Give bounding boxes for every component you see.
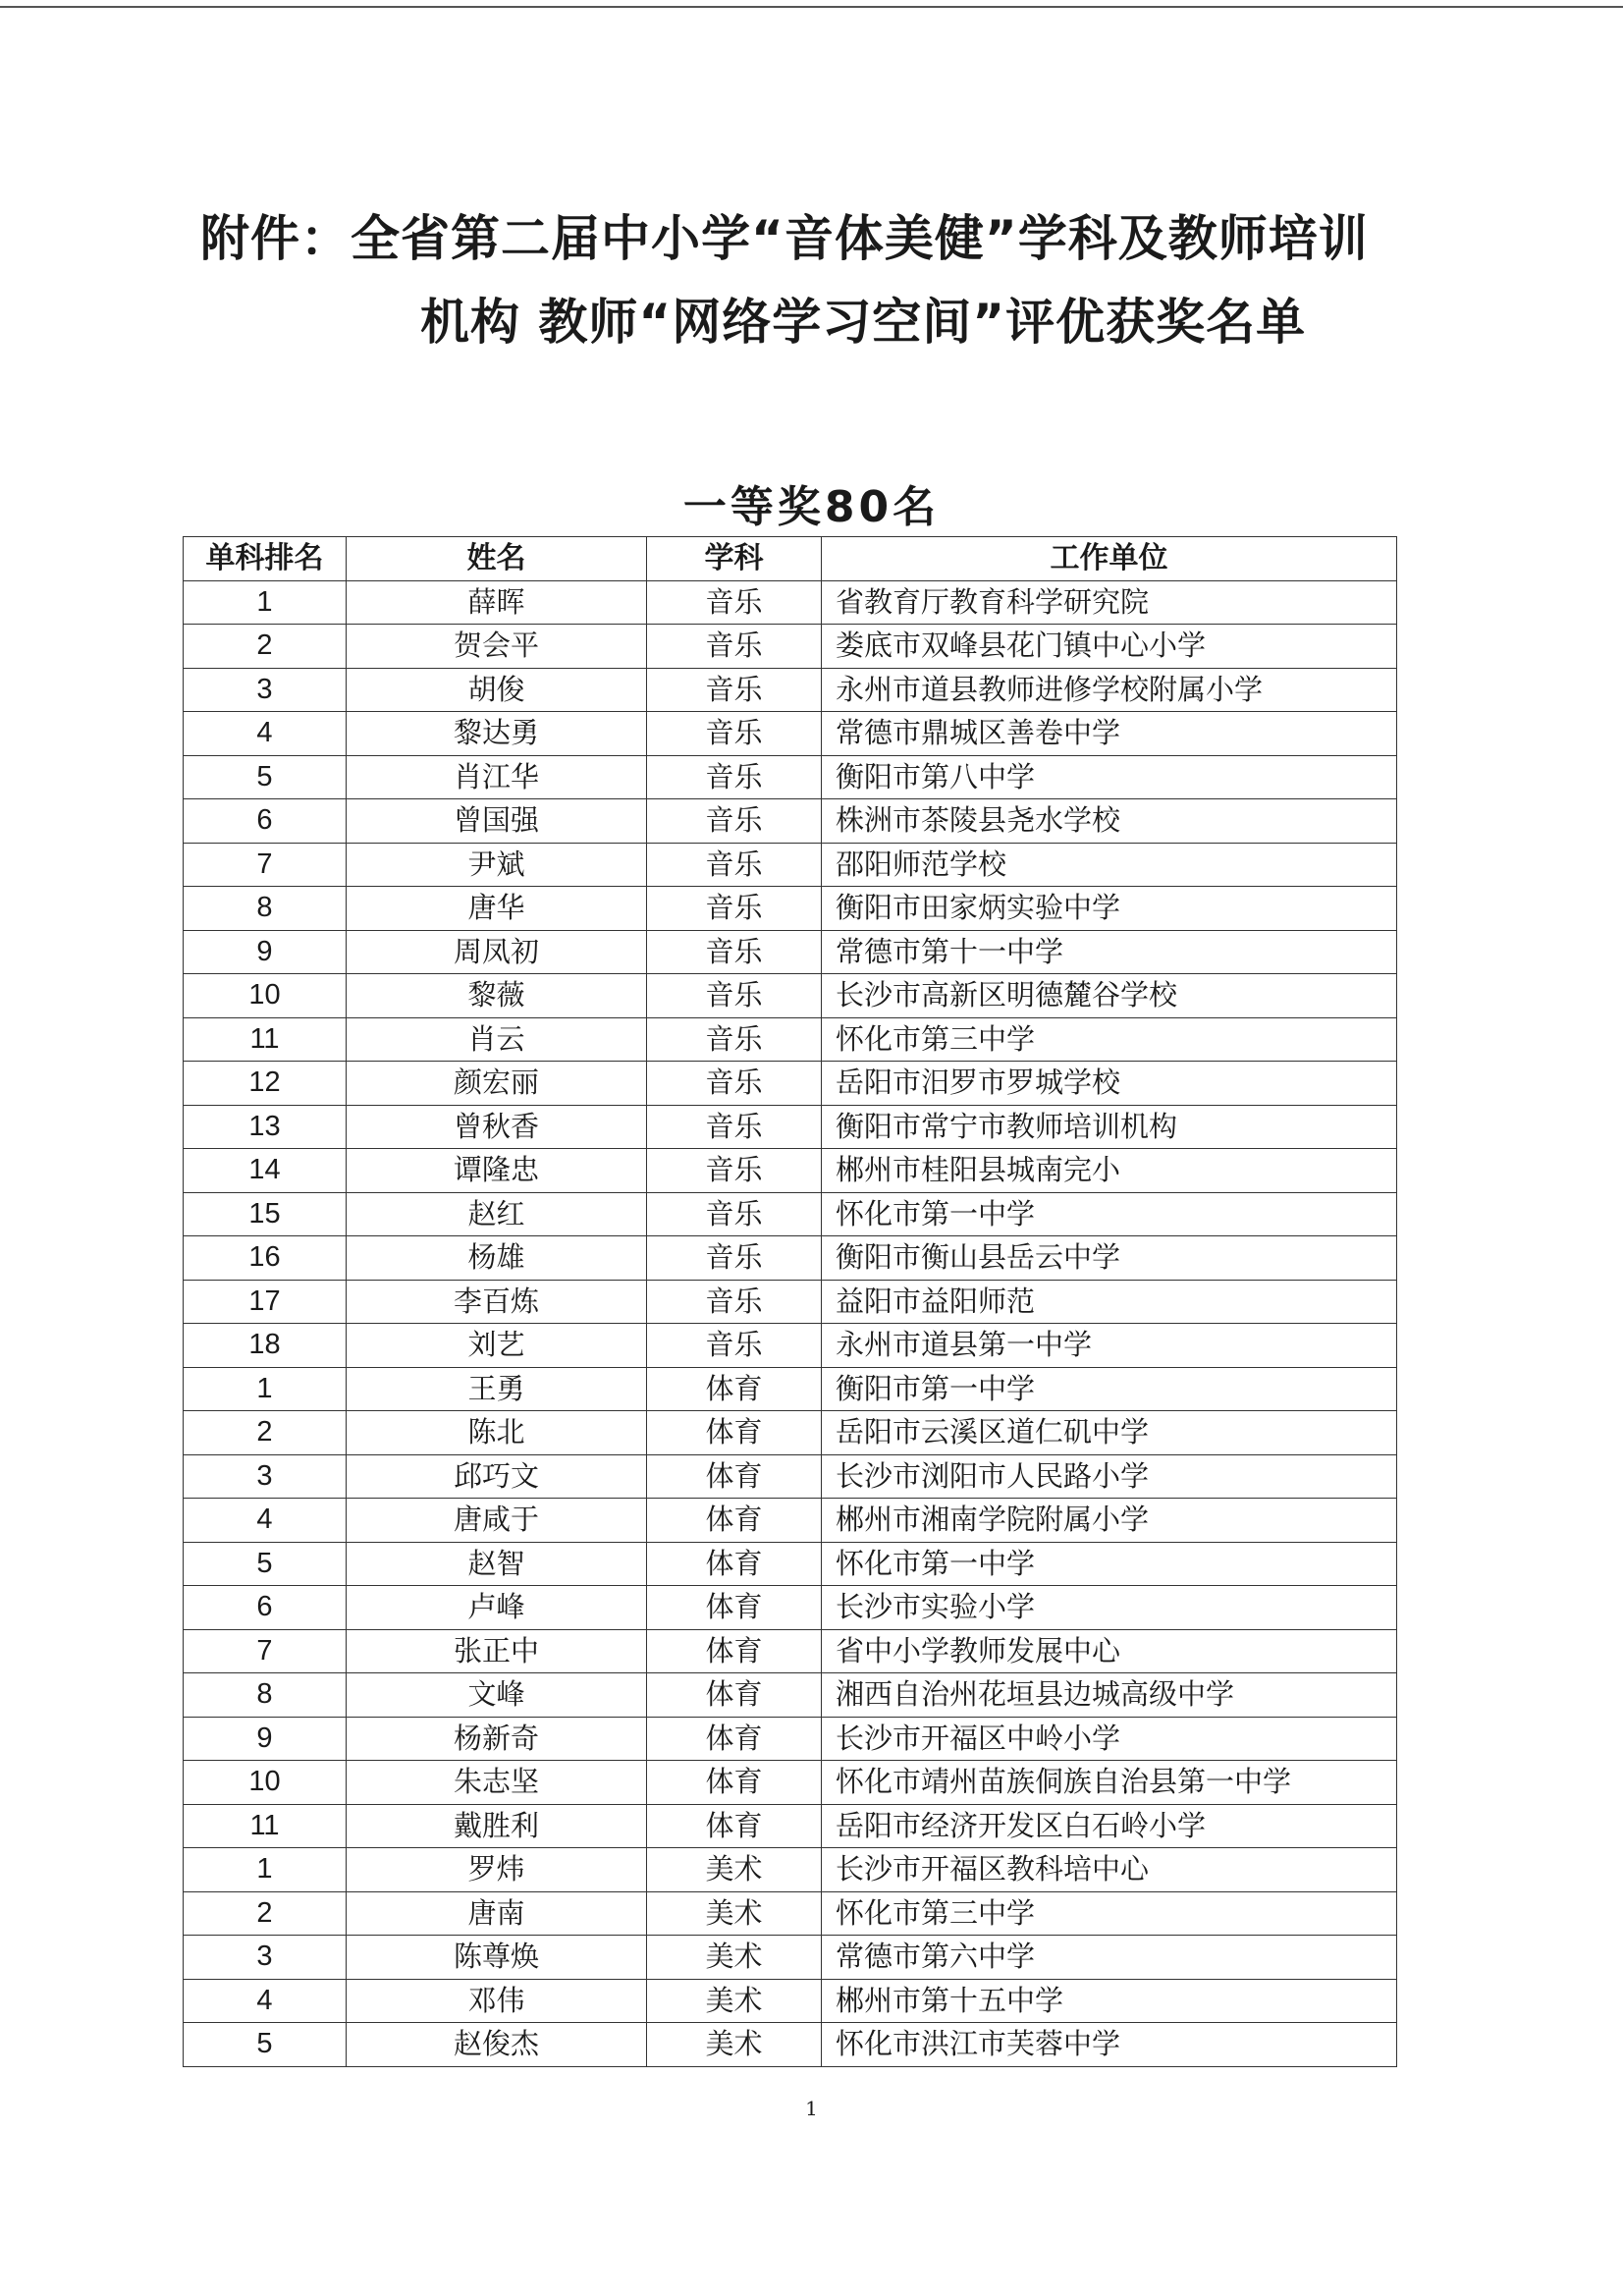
cell-rank: 2 (184, 1411, 347, 1455)
cell-rank: 8 (184, 1673, 347, 1718)
cell-name: 赵俊杰 (347, 2023, 647, 2067)
cell-rank: 15 (184, 1192, 347, 1236)
cell-unit: 邵阳师范学校 (822, 843, 1397, 887)
cell-subject: 美术 (647, 1891, 822, 1936)
cell-rank: 7 (184, 843, 347, 887)
cell-subject: 音乐 (647, 843, 822, 887)
cell-subject: 体育 (647, 1804, 822, 1848)
cell-subject: 音乐 (647, 974, 822, 1018)
table-row (184, 1761, 1397, 1805)
cell-subject: 音乐 (647, 1324, 822, 1368)
cell-name: 陈尊焕 (347, 1936, 647, 1980)
cell-name: 颜宏丽 (347, 1062, 647, 1106)
cell-subject: 音乐 (647, 755, 822, 799)
cell-name: 唐华 (347, 887, 647, 931)
table-row (184, 1192, 1397, 1236)
cell-name: 赵智 (347, 1542, 647, 1586)
cell-unit: 怀化市第一中学 (822, 1542, 1397, 1586)
cell-subject: 体育 (647, 1629, 822, 1673)
table-row (184, 1017, 1397, 1062)
table-row (184, 1454, 1397, 1499)
cell-unit: 永州市道县第一中学 (822, 1324, 1397, 1368)
cell-rank: 3 (184, 668, 347, 712)
cell-subject: 音乐 (647, 1149, 822, 1193)
cell-rank: 1 (184, 580, 347, 625)
cell-rank: 5 (184, 2023, 347, 2067)
table-row (184, 1979, 1397, 2023)
cell-subject: 音乐 (647, 930, 822, 974)
cell-name: 黎薇 (347, 974, 647, 1018)
cell-rank: 9 (184, 930, 347, 974)
cell-subject: 音乐 (647, 799, 822, 844)
table-row (184, 1105, 1397, 1149)
cell-subject: 音乐 (647, 1192, 822, 1236)
table-row (184, 1542, 1397, 1586)
table-row (184, 625, 1397, 669)
cell-unit: 常德市鼎城区善卷中学 (822, 712, 1397, 756)
cell-unit: 长沙市浏阳市人民路小学 (822, 1454, 1397, 1499)
cell-unit: 衡阳市田家炳实验中学 (822, 887, 1397, 931)
cell-name: 曾国强 (347, 799, 647, 844)
cell-unit: 常德市第六中学 (822, 1936, 1397, 1980)
award-heading: 一等奖80名 (682, 482, 941, 532)
cell-subject: 音乐 (647, 712, 822, 756)
cell-unit: 湘西自治州花垣县边城高级中学 (822, 1673, 1397, 1718)
table-row (184, 1367, 1397, 1411)
cell-unit: 株洲市茶陵县尧水学校 (822, 799, 1397, 844)
table-row (184, 1324, 1397, 1368)
table-row (184, 1891, 1397, 1936)
cell-rank: 6 (184, 1586, 347, 1630)
table-row (184, 1149, 1397, 1193)
cell-subject: 体育 (647, 1673, 822, 1718)
top-border-line (0, 6, 1623, 8)
document-title-line-1: 附件：全省第二届中小学“音体美健”学科及教师培训 (200, 210, 1369, 267)
cell-subject: 音乐 (647, 887, 822, 931)
cell-rank: 2 (184, 625, 347, 669)
header-unit: 工作单位 (822, 537, 1397, 581)
cell-rank: 16 (184, 1236, 347, 1281)
table-row (184, 1673, 1397, 1718)
cell-subject: 音乐 (647, 580, 822, 625)
cell-rank: 10 (184, 974, 347, 1018)
table-row (184, 1848, 1397, 1892)
table-row (184, 974, 1397, 1018)
cell-rank: 17 (184, 1280, 347, 1324)
cell-unit: 娄底市双峰县花门镇中心小学 (822, 625, 1397, 669)
cell-unit: 省教育厅教育科学研究院 (822, 580, 1397, 625)
cell-subject: 音乐 (647, 1017, 822, 1062)
cell-subject: 体育 (647, 1586, 822, 1630)
cell-unit: 怀化市洪江市芙蓉中学 (822, 2023, 1397, 2067)
cell-name: 文峰 (347, 1673, 647, 1718)
cell-subject: 音乐 (647, 625, 822, 669)
cell-unit: 岳阳市汨罗市罗城学校 (822, 1062, 1397, 1106)
cell-rank: 11 (184, 1017, 347, 1062)
table-row (184, 1629, 1397, 1673)
table-row (184, 1411, 1397, 1455)
cell-name: 唐咸于 (347, 1499, 647, 1543)
cell-subject: 音乐 (647, 1062, 822, 1106)
cell-name: 邓伟 (347, 1979, 647, 2023)
cell-unit: 郴州市第十五中学 (822, 1979, 1397, 2023)
cell-unit: 衡阳市第一中学 (822, 1367, 1397, 1411)
table-row (184, 1499, 1397, 1543)
cell-subject: 体育 (647, 1411, 822, 1455)
cell-unit: 长沙市高新区明德麓谷学校 (822, 974, 1397, 1018)
table-row (184, 930, 1397, 974)
table-row (184, 1062, 1397, 1106)
table-row (184, 1717, 1397, 1761)
cell-rank: 5 (184, 755, 347, 799)
header-name: 姓名 (347, 537, 647, 581)
table-row (184, 2023, 1397, 2067)
cell-name: 王勇 (347, 1367, 647, 1411)
cell-unit: 衡阳市衡山县岳云中学 (822, 1236, 1397, 1281)
cell-unit: 长沙市开福区中岭小学 (822, 1717, 1397, 1761)
cell-subject: 美术 (647, 1979, 822, 2023)
cell-name: 尹斌 (347, 843, 647, 887)
cell-unit: 怀化市靖州苗族侗族自治县第一中学 (822, 1761, 1397, 1805)
cell-name: 戴胜利 (347, 1804, 647, 1848)
cell-unit: 长沙市开福区教科培中心 (822, 1848, 1397, 1892)
page-number: 1 (805, 2097, 818, 2120)
cell-rank: 2 (184, 1891, 347, 1936)
cell-unit: 益阳市益阳师范 (822, 1280, 1397, 1324)
cell-rank: 12 (184, 1062, 347, 1106)
cell-unit: 岳阳市云溪区道仁矶中学 (822, 1411, 1397, 1455)
cell-subject: 美术 (647, 1848, 822, 1892)
header-subject: 学科 (647, 537, 822, 581)
cell-name: 卢峰 (347, 1586, 647, 1630)
cell-unit: 省中小学教师发展中心 (822, 1629, 1397, 1673)
cell-rank: 13 (184, 1105, 347, 1149)
cell-rank: 18 (184, 1324, 347, 1368)
cell-unit: 郴州市桂阳县城南完小 (822, 1149, 1397, 1193)
cell-rank: 10 (184, 1761, 347, 1805)
cell-name: 肖云 (347, 1017, 647, 1062)
cell-name: 贺会平 (347, 625, 647, 669)
table-row (184, 799, 1397, 844)
cell-name: 刘艺 (347, 1324, 647, 1368)
cell-unit: 常德市第十一中学 (822, 930, 1397, 974)
cell-subject: 音乐 (647, 1280, 822, 1324)
table-row (184, 1280, 1397, 1324)
table-row (184, 843, 1397, 887)
cell-name: 肖江华 (347, 755, 647, 799)
cell-rank: 14 (184, 1149, 347, 1193)
table-row (184, 755, 1397, 799)
cell-subject: 美术 (647, 1936, 822, 1980)
cell-name: 曾秋香 (347, 1105, 647, 1149)
document-title-line-2: 机构 教师“网络学习空间”评优获奖名单 (420, 294, 1307, 351)
cell-rank: 3 (184, 1936, 347, 1980)
cell-unit: 永州市道县教师进修学校附属小学 (822, 668, 1397, 712)
cell-subject: 体育 (647, 1542, 822, 1586)
cell-rank: 4 (184, 712, 347, 756)
cell-unit: 岳阳市经济开发区白石岭小学 (822, 1804, 1397, 1848)
cell-unit: 怀化市第三中学 (822, 1891, 1397, 1936)
cell-name: 邱巧文 (347, 1454, 647, 1499)
cell-name: 朱志坚 (347, 1761, 647, 1805)
cell-subject: 音乐 (647, 668, 822, 712)
table-row (184, 1236, 1397, 1281)
table-row (184, 668, 1397, 712)
cell-rank: 3 (184, 1454, 347, 1499)
table-row (184, 1936, 1397, 1980)
cell-name: 黎达勇 (347, 712, 647, 756)
cell-name: 陈北 (347, 1411, 647, 1455)
cell-unit: 怀化市第一中学 (822, 1192, 1397, 1236)
cell-name: 杨新奇 (347, 1717, 647, 1761)
table-row (184, 887, 1397, 931)
cell-subject: 音乐 (647, 1105, 822, 1149)
cell-name: 李百炼 (347, 1280, 647, 1324)
header-rank: 单科排名 (184, 537, 347, 581)
cell-subject: 体育 (647, 1499, 822, 1543)
cell-name: 罗炜 (347, 1848, 647, 1892)
cell-name: 周凤初 (347, 930, 647, 974)
cell-name: 谭隆忠 (347, 1149, 647, 1193)
cell-subject: 音乐 (647, 1236, 822, 1281)
table-row (184, 580, 1397, 625)
cell-name: 唐南 (347, 1891, 647, 1936)
table-header-row (184, 537, 1397, 581)
cell-unit: 怀化市第三中学 (822, 1017, 1397, 1062)
cell-unit: 衡阳市常宁市教师培训机构 (822, 1105, 1397, 1149)
cell-name: 杨雄 (347, 1236, 647, 1281)
cell-unit: 衡阳市第八中学 (822, 755, 1397, 799)
cell-name: 胡俊 (347, 668, 647, 712)
cell-name: 张正中 (347, 1629, 647, 1673)
cell-subject: 体育 (647, 1454, 822, 1499)
cell-rank: 7 (184, 1629, 347, 1673)
cell-rank: 9 (184, 1717, 347, 1761)
table-row (184, 712, 1397, 756)
cell-rank: 11 (184, 1804, 347, 1848)
cell-rank: 4 (184, 1979, 347, 2023)
cell-rank: 4 (184, 1499, 347, 1543)
table-row (184, 1804, 1397, 1848)
cell-unit: 长沙市实验小学 (822, 1586, 1397, 1630)
awardee-table (183, 536, 1397, 2067)
cell-rank: 6 (184, 799, 347, 844)
cell-name: 薛晖 (347, 580, 647, 625)
cell-rank: 1 (184, 1367, 347, 1411)
cell-subject: 美术 (647, 2023, 822, 2067)
cell-rank: 8 (184, 887, 347, 931)
cell-subject: 体育 (647, 1367, 822, 1411)
cell-unit: 郴州市湘南学院附属小学 (822, 1499, 1397, 1543)
cell-subject: 体育 (647, 1761, 822, 1805)
cell-name: 赵红 (347, 1192, 647, 1236)
cell-rank: 5 (184, 1542, 347, 1586)
table-row (184, 1586, 1397, 1630)
cell-rank: 1 (184, 1848, 347, 1892)
cell-subject: 体育 (647, 1717, 822, 1761)
